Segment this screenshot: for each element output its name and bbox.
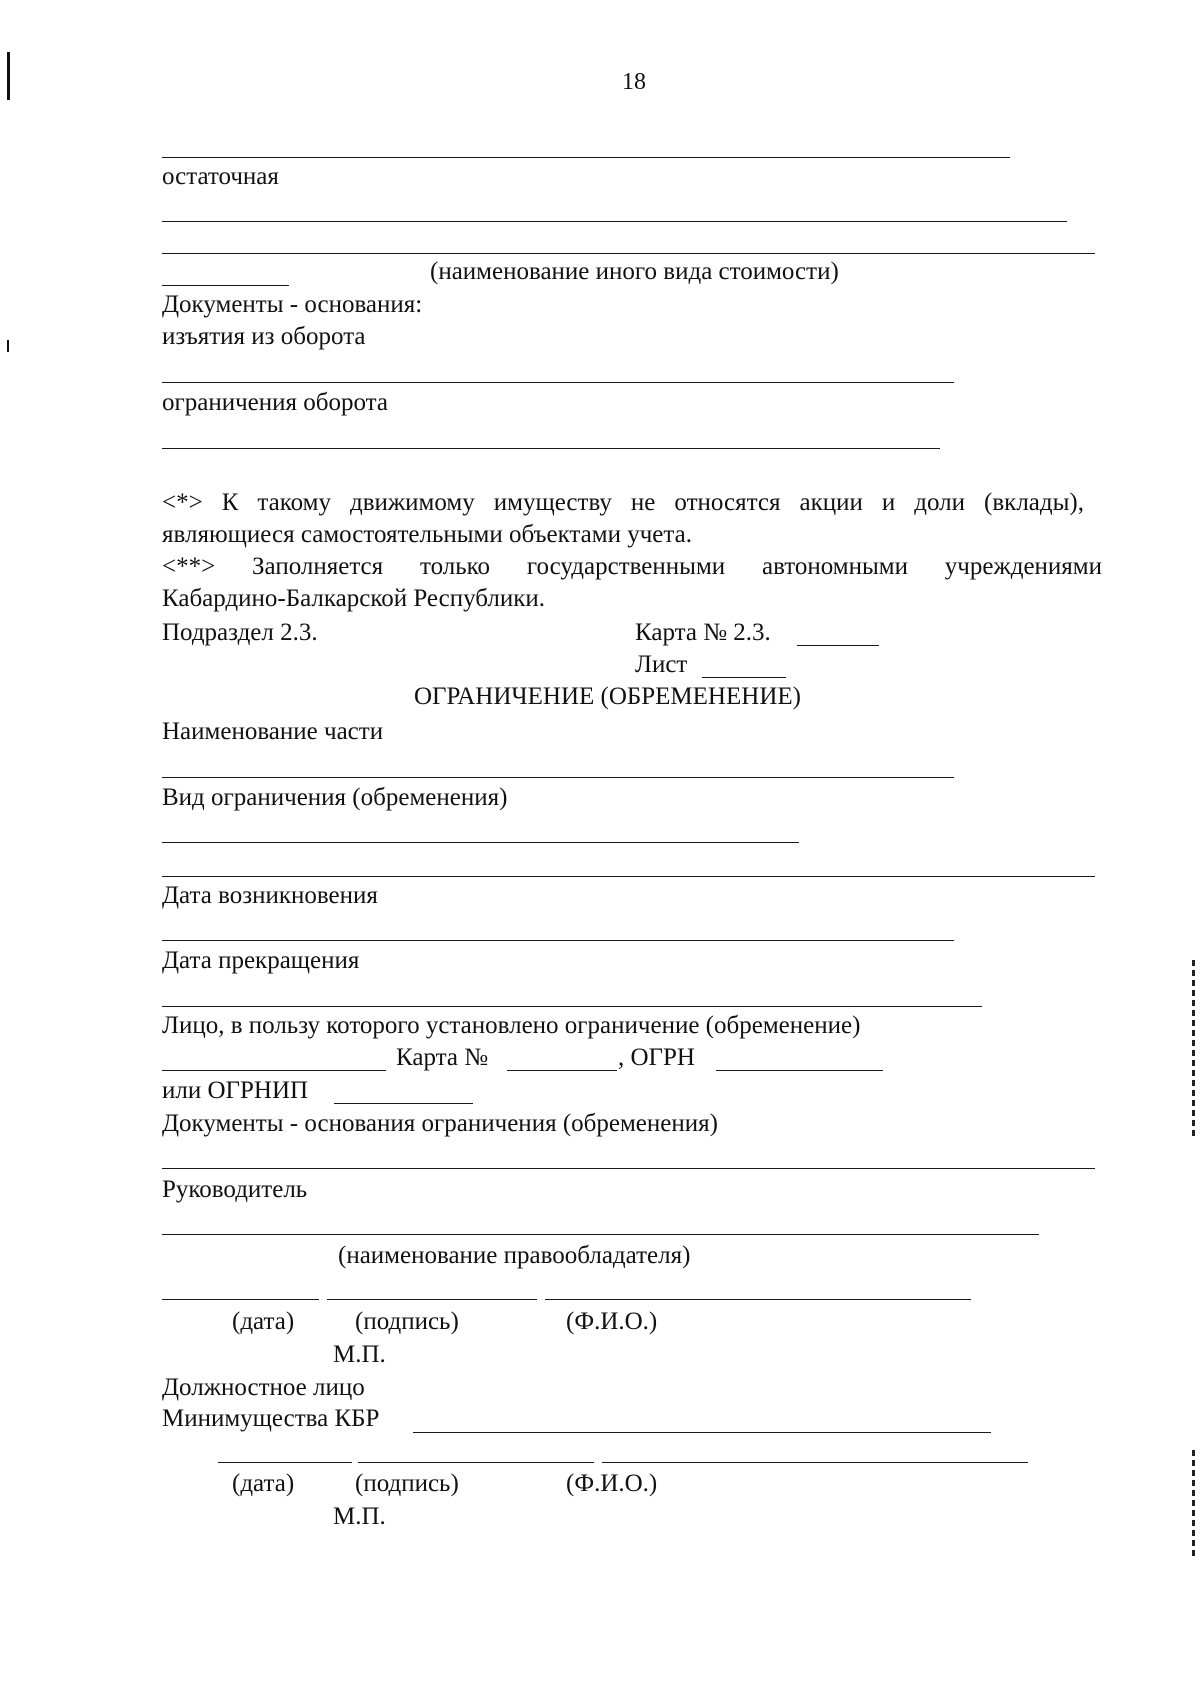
- section-title: ОГРАНИЧЕНИЕ (ОБРЕМЕНЕНИЕ): [414, 683, 801, 710]
- ogrn-label: , ОГРН: [618, 1044, 695, 1071]
- signature-line: [327, 1299, 537, 1300]
- head-label: Руководитель: [162, 1176, 308, 1203]
- subsection-label: Подраздел 2.3.: [162, 619, 318, 646]
- holder-caption: (наименование правообладателя): [338, 1242, 691, 1269]
- fill-line: [162, 1070, 386, 1071]
- fill-line: [162, 285, 289, 286]
- start-date-label: Дата возникновения: [162, 882, 378, 909]
- fill-line: [162, 1234, 1039, 1235]
- ministry-label: Минимущества КБР: [162, 1405, 380, 1432]
- encumbrance-docs-label: Документы - основания ограничения (обременения): [162, 1110, 718, 1137]
- fio-line: [545, 1299, 971, 1300]
- official-label: Должностное лицо: [162, 1374, 365, 1401]
- fill-line: [162, 842, 799, 843]
- base-documents-label: Документы - основания:: [162, 291, 423, 318]
- fio-caption: (Ф.И.О.): [566, 1470, 658, 1497]
- date-caption: (дата): [232, 1308, 295, 1335]
- encumbrance-type-label: Вид ограничения (обременения): [162, 784, 508, 811]
- part-name-label: Наименование части: [162, 718, 384, 745]
- beneficiary-label: Лицо, в пользу которого установлено ограничение (обременение): [162, 1012, 861, 1039]
- sheet-line: [702, 677, 786, 678]
- stamp-label: М.П.: [333, 1341, 386, 1368]
- other-value-caption: (наименование иного вида стоимости): [430, 258, 839, 285]
- scan-edge-mark: [7, 52, 10, 100]
- footnote-1-line-1: <*> К такому движимому имуществу не относятся акции и доли (вклады),: [162, 489, 1084, 516]
- residual-label: остаточная: [162, 163, 279, 190]
- fill-line: [162, 253, 1095, 254]
- date-line: [162, 1299, 319, 1300]
- card-number-line: [797, 645, 879, 646]
- fill-line: [507, 1070, 617, 1071]
- scan-edge-mark: [1192, 960, 1195, 1140]
- footnote-2-line-2: Кабардино-Балкарской Республики.: [162, 585, 546, 612]
- fill-line: [413, 1432, 991, 1433]
- date-line: [218, 1462, 352, 1463]
- fill-line: [162, 777, 954, 778]
- fill-line: [162, 1168, 1095, 1169]
- fill-line: [162, 940, 954, 941]
- restriction-label: ограничения оборота: [162, 389, 389, 416]
- fill-line: [162, 157, 1010, 158]
- fill-line: [162, 1006, 982, 1007]
- sheet-label: Лист: [635, 651, 688, 678]
- card-number-label: Карта № 2.3.: [635, 619, 771, 646]
- card-no-label: Карта №: [396, 1044, 489, 1071]
- fill-line: [716, 1070, 883, 1071]
- withdrawal-label: изъятия из оборота: [162, 323, 366, 350]
- date-caption: (дата): [232, 1470, 295, 1497]
- ogrnip-label: или ОГРНИП: [162, 1077, 309, 1104]
- end-date-label: Дата прекращения: [162, 947, 360, 974]
- signature-caption: (подпись): [355, 1308, 459, 1335]
- stamp-label: М.П.: [333, 1503, 386, 1530]
- scan-edge-mark: [1192, 1450, 1195, 1560]
- signature-line: [358, 1462, 594, 1463]
- fill-line: [162, 448, 940, 449]
- fill-line: [162, 221, 1067, 222]
- signature-caption: (подпись): [355, 1470, 459, 1497]
- fill-line: [162, 876, 1095, 877]
- fio-line: [602, 1462, 1028, 1463]
- page-number: 18: [622, 69, 646, 95]
- footnote-2-line-1: <**> Заполняется только государственными автономными учреждениями: [162, 553, 1102, 580]
- fio-caption: (Ф.И.О.): [566, 1308, 658, 1335]
- fill-line: [334, 1103, 473, 1104]
- footnote-1-line-2: являющиеся самостоятельными объектами учета.: [162, 521, 692, 548]
- fill-line: [162, 382, 954, 383]
- scan-edge-mark: [7, 340, 9, 352]
